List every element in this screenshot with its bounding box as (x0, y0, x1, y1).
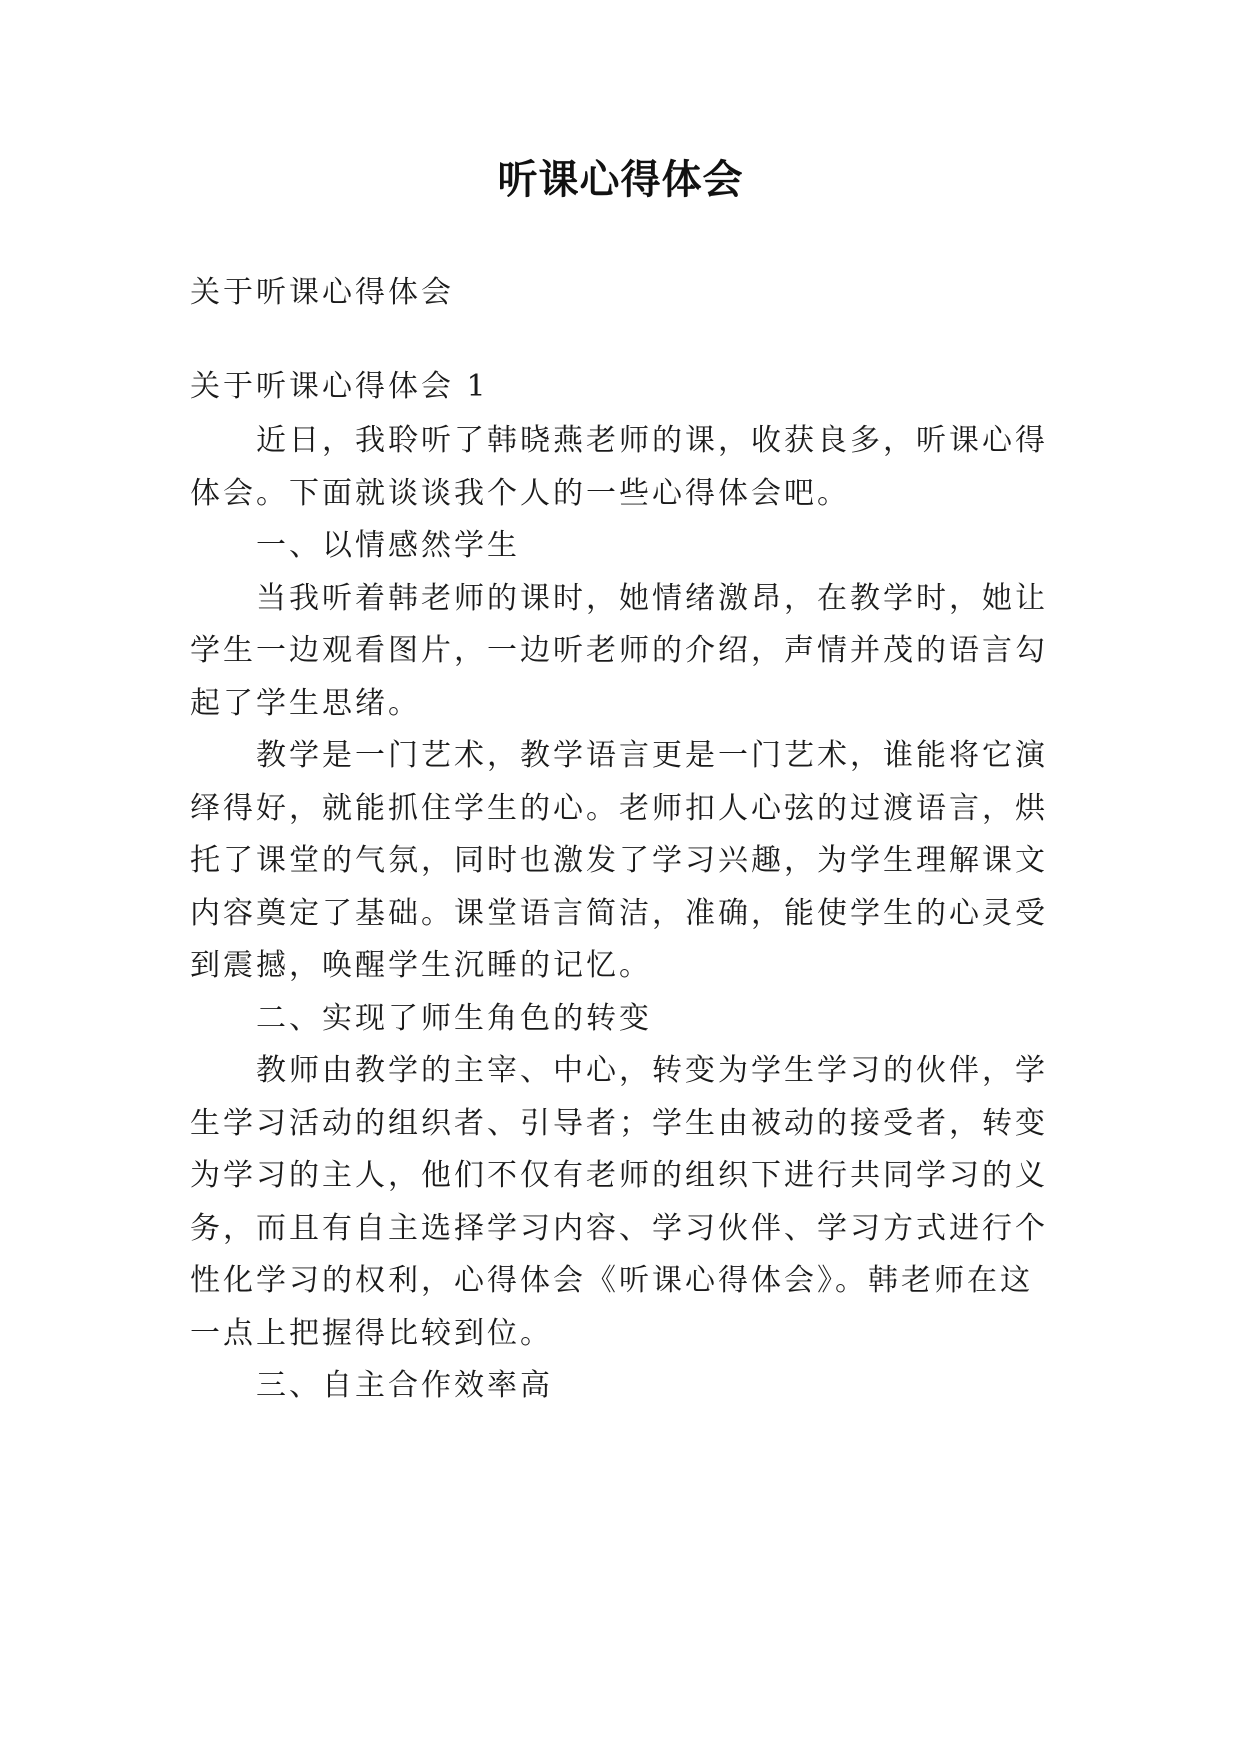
paragraph-line: 体会。下面就谈谈我个人的一些心得体会吧。 (190, 476, 850, 511)
paragraph-line: 一点上把握得比较到位。 (190, 1316, 553, 1351)
paragraph-line: 当我听着韩老师的课时，她情绪激昂，在教学时，她让 (256, 581, 1048, 616)
paragraph-line: 托了课堂的气氛，同时也激发了学习兴趣，为学生理解课文 (190, 843, 1048, 878)
paragraph-line: 学生一边观看图片，一边听老师的介绍，声情并茂的语言勾 (190, 633, 1048, 668)
list-heading: 二、实现了师生角色的转变 (256, 1001, 652, 1036)
paragraph-line: 内容奠定了基础。课堂语言简洁，准确，能使学生的心灵受 (190, 896, 1048, 931)
paragraph-line: 起了学生思绪。 (190, 686, 421, 721)
paragraph-line: 性化学习的权利，心得体会《听课心得体会》。韩老师在这 (190, 1263, 1033, 1298)
list-heading: 一、以情感然学生 (256, 528, 520, 563)
document-title: 听课心得体会 (497, 157, 744, 203)
paragraph-line: 近日，我聆听了韩晓燕老师的课，收获良多，听课心得 (256, 423, 1048, 458)
paragraph-line: 教师由教学的主宰、中心，转变为学生学习的伙伴，学 (256, 1053, 1048, 1088)
document-subtitle: 关于听课心得体会 (190, 275, 454, 310)
section-heading: 关于听课心得体会 1 (190, 369, 489, 404)
paragraph-line: 绎得好，就能抓住学生的心。老师扣人心弦的过渡语言，烘 (190, 791, 1048, 826)
paragraph-line: 务，而且有自主选择学习内容、学习伙伴、学习方式进行个 (190, 1211, 1048, 1246)
list-heading: 三、自主合作效率高 (256, 1368, 553, 1403)
paragraph-line: 生学习活动的组织者、引导者；学生由被动的接受者，转变 (190, 1106, 1048, 1141)
paragraph-line: 教学是一门艺术，教学语言更是一门艺术，谁能将它演 (256, 738, 1048, 773)
paragraph-line: 到震撼，唤醒学生沉睡的记忆。 (190, 948, 652, 983)
paragraph-line: 为学习的主人，他们不仅有老师的组织下进行共同学习的义 (190, 1158, 1048, 1193)
